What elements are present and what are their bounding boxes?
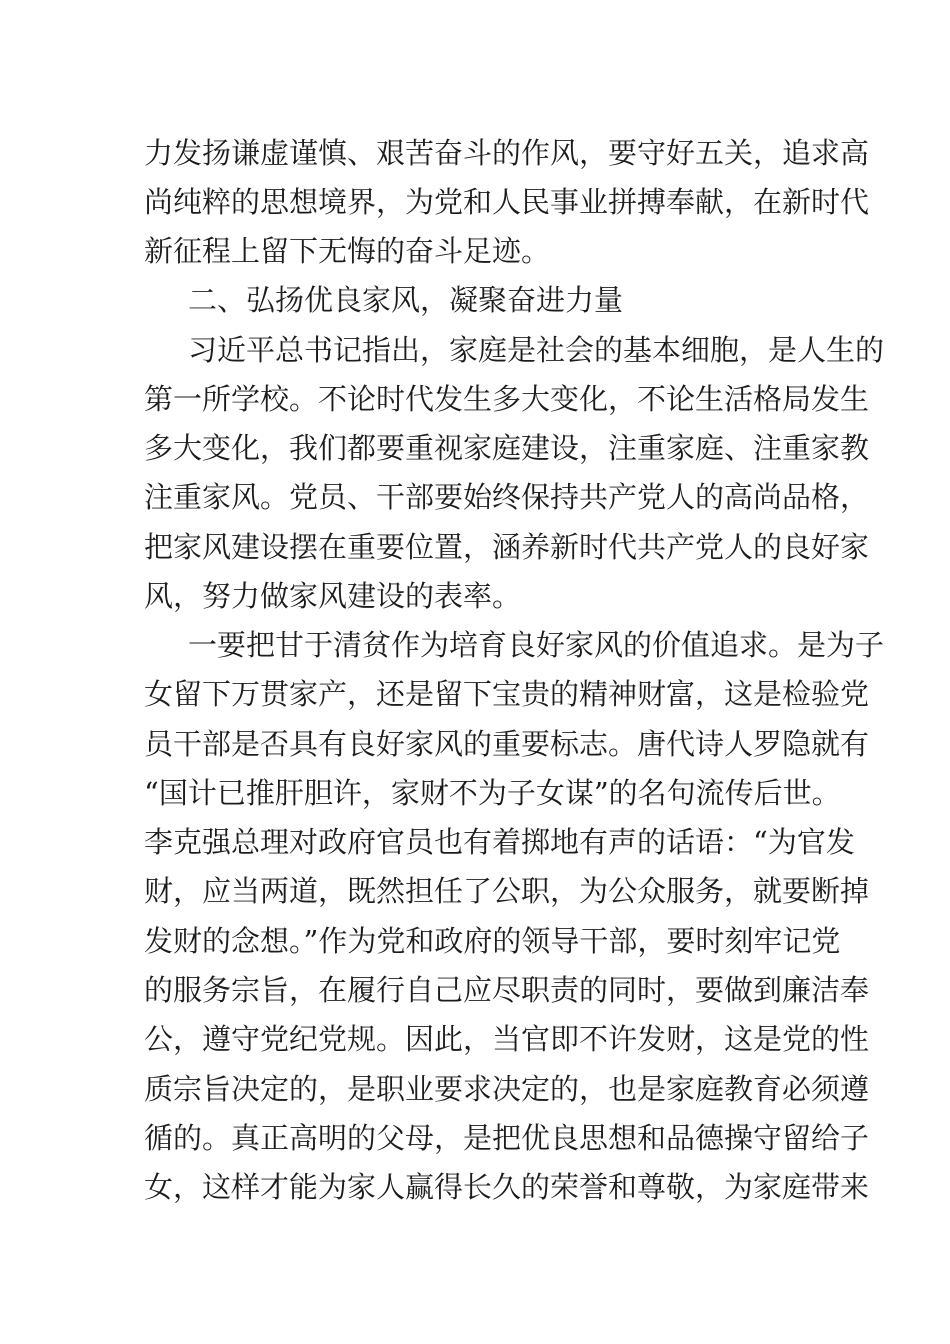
text-line — [0, 669, 950, 719]
section-heading-text: 二、弘扬优良家风，凝聚奋进力量 — [188, 283, 624, 317]
text-line — [0, 817, 950, 867]
text-line — [0, 226, 950, 276]
text-line-content: 发财的念想。”作为党和政府的领导干部，要时刻牢记党 — [144, 924, 841, 958]
text-line — [0, 423, 950, 473]
text-line-content: 尚纯粹的思想境界，为党和人民事业拼搏奉献，在新时代 — [144, 185, 870, 219]
text-line-content: 把家风建设摆在重要位置，涵养新时代共产党人的良好家 — [144, 530, 870, 564]
text-line — [0, 1162, 950, 1212]
text-line — [0, 374, 950, 424]
text-line-content: 女，这样才能为家人赢得长久的荣誉和尊敬，为家庭带来 — [144, 1170, 870, 1204]
text-line — [0, 916, 950, 966]
text-line — [0, 620, 950, 670]
text-line — [0, 1014, 950, 1064]
text-line-content: 注重家风。党员、干部要始终保持共产党人的高尚品格， — [144, 480, 870, 514]
text-line-content: 李克强总理对政府官员也有着掷地有声的话语：“为官发 — [144, 825, 855, 859]
text-line — [0, 1113, 950, 1163]
text-line-content: 女留下万贯家产，还是留下宝贵的精神财富，这是检验党 — [144, 677, 870, 711]
text-line — [0, 472, 950, 522]
text-line-content: 习近平总书记指出，家庭是社会的基本细胞，是人生的 — [188, 333, 885, 367]
text-line-content: 第一所学校。不论时代发生多大变化，不论生活格局发生 — [144, 382, 870, 416]
text-line — [0, 965, 950, 1015]
text-line — [0, 128, 950, 178]
text-line-content: 新征程上留下无悔的奋斗足迹。 — [144, 234, 551, 268]
text-line — [0, 325, 950, 375]
text-line — [0, 177, 950, 227]
text-line — [0, 866, 950, 916]
text-line-content: 财，应当两道，既然担任了公职，为公众服务，就要断掉 — [144, 874, 870, 908]
text-line — [0, 571, 950, 621]
text-line-content: 循的。真正高明的父母，是把优良思想和品德操守留给子 — [144, 1121, 870, 1155]
text-line — [0, 1064, 950, 1114]
text-line-content: 多大变化，我们都要重视家庭建设，注重家庭、注重家教 — [144, 431, 870, 465]
text-line-content: 员干部是否具有良好家风的重要标志。唐代诗人罗隐就有 — [144, 727, 870, 761]
text-line — [0, 522, 950, 572]
text-line-content: 力发扬谦虚谨慎、艰苦奋斗的作风，要守好五关，追求高 — [144, 136, 870, 170]
text-line — [0, 768, 950, 818]
text-line-content: 风，努力做家风建设的表率。 — [144, 579, 522, 613]
text-line-content: 一要把甘于清贫作为培育良好家风的价值追求。是为子 — [188, 628, 885, 662]
text-line-content: 公，遵守党纪党规。因此，当官即不许发财，这是党的性 — [144, 1022, 870, 1056]
section-heading — [0, 275, 950, 325]
text-line-content: 质宗旨决定的，是职业要求决定的，也是家庭教育必须遵 — [144, 1072, 870, 1106]
text-line — [0, 719, 950, 769]
text-line-content: “国计已推肝胆许，家财不为子女谋”的名句流传后世。 — [144, 776, 841, 810]
text-line-content: 的服务宗旨，在履行自己应尽职责的同时，要做到廉洁奉 — [144, 973, 870, 1007]
